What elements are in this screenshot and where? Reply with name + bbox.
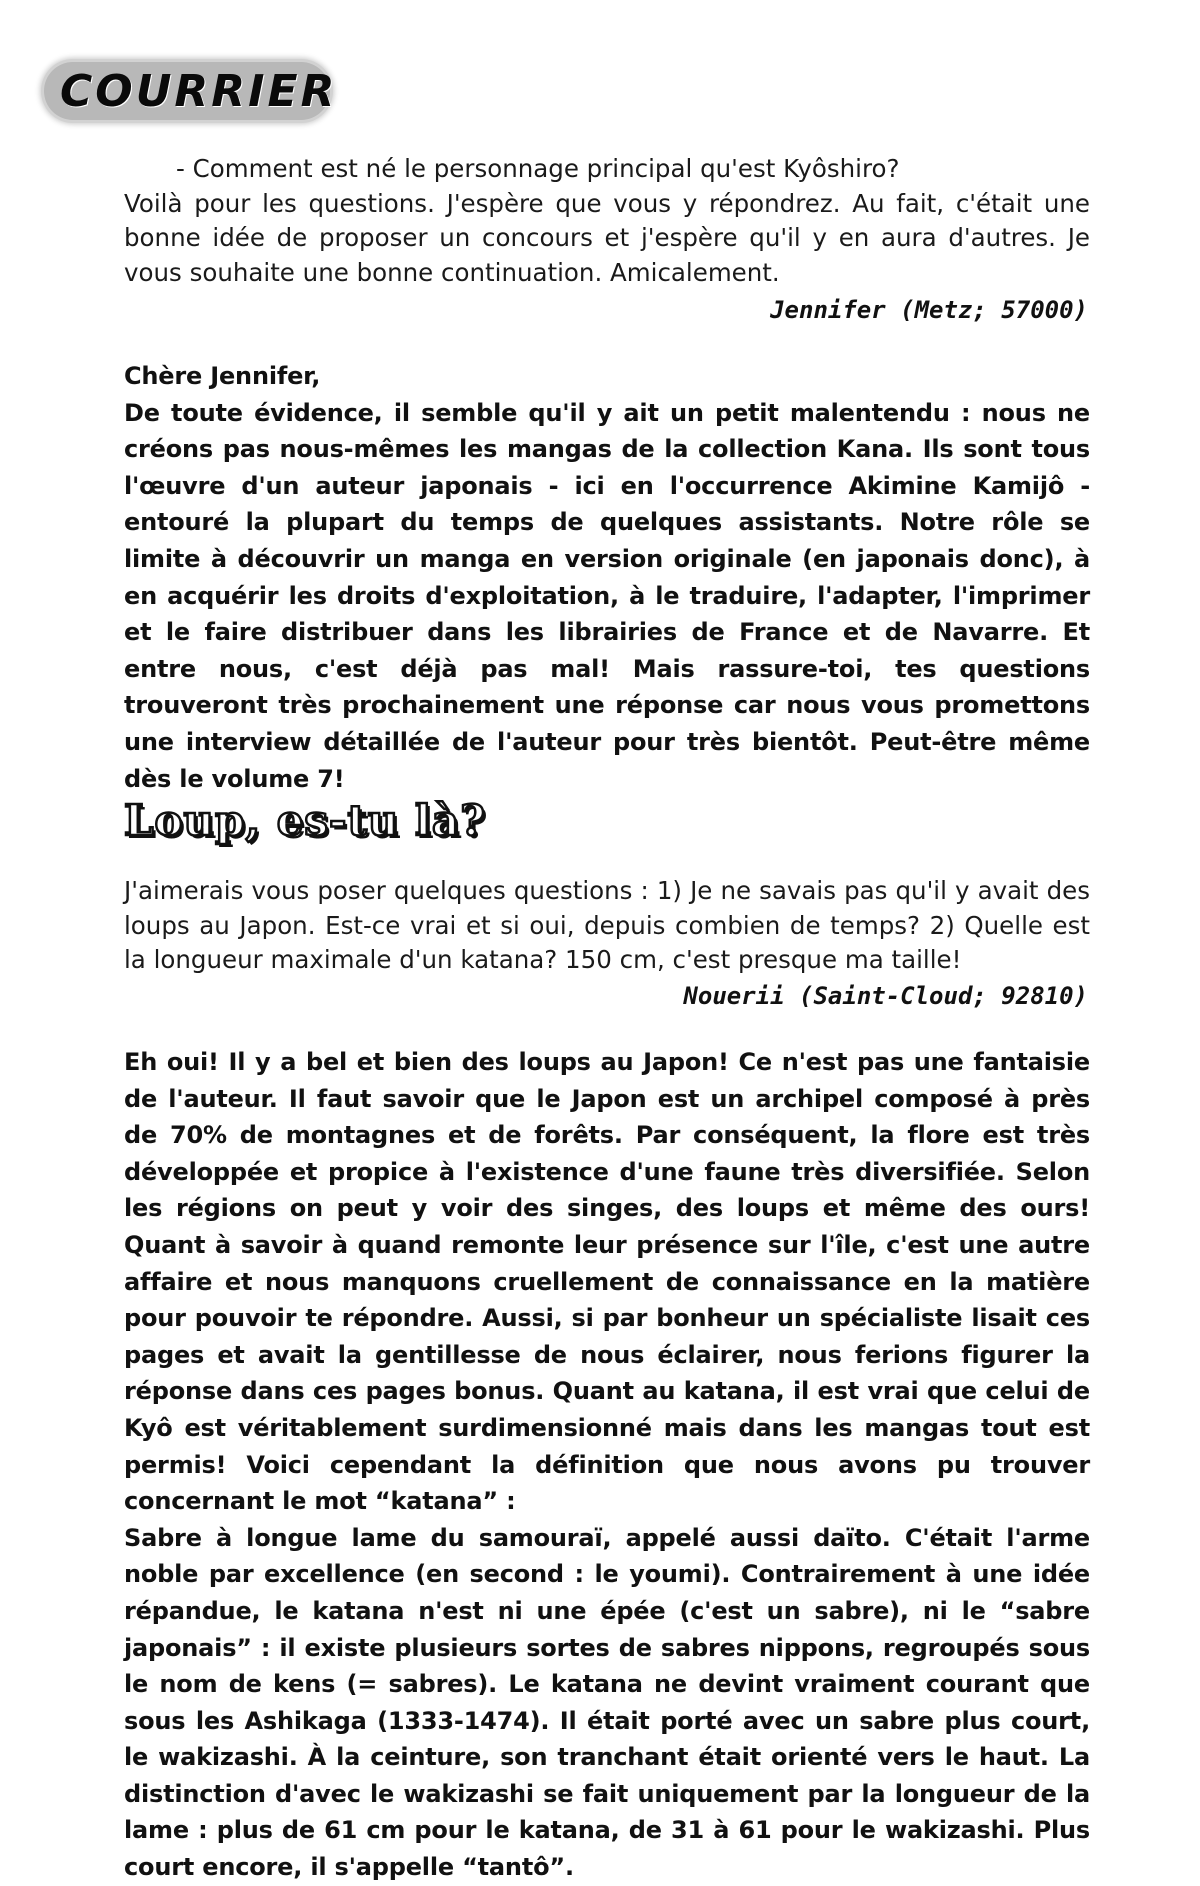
- letter-2: [124, 874, 1090, 978]
- reply-1: [124, 358, 1090, 797]
- letter-1-signature: Jennifer (Metz; 57000): [770, 296, 1088, 324]
- reply-2-definition: Sabre à longue lame du samouraï, appelé aussi daïto. C'était l'arme noble par excellence (en second : le youmi). Contrairement à une idée répandue, le katana n'est ni une épée (c'est un sabre), ni le “sabre japonais” : il existe plusieurs sortes de sabres nippons, regroupés sous le nom de kens (= sabres). Le katana ne devint vraiment courant que sous les Ashikaga (1333-1474). Il était porté avec un sabre plus court, le wakizashi. À la ceinture, son tranchant était orienté vers le haut. La distinction d'avec le wakizashi se fait uniquement par la longueur de la lame : plus de 61 cm pour le katana, de 31 à 61 pour le wakizashi. Plus court encore, il s'appelle “tantô”.: [124, 1523, 1090, 1882]
- letter-2-body: J'aimerais vous poser quelques questions : 1) Je ne savais pas qu'il y avait des loups au Japon. Est-ce vrai et si oui, depuis combien de temps? 2) Quelle est la longueur maximale d'un katana? 150 cm, c'est presque ma taille!: [124, 876, 1090, 974]
- letter-2-signature: Nouerii (Saint-Cloud; 92810): [683, 982, 1088, 1010]
- section-title: Loup, es-tu là?: [124, 796, 486, 845]
- reply-2: [124, 1044, 1090, 1886]
- reply-1-salutation: Chère Jennifer,: [124, 362, 321, 390]
- letter-1-intro: - Comment est né le personnage principal qu'est Kyôshiro?: [176, 154, 900, 183]
- letter-1: [124, 152, 1090, 290]
- letter-1-body: Voilà pour les questions. J'espère que vous y répondrez. Au fait, c'était une bonne idée de proposer un concours et j'espère qu'il y en aura d'autres. Je vous souhaite une bonne continuation. Amicalement.: [124, 188, 1090, 287]
- reply-1-body: De toute évidence, il semble qu'il y ait un petit malentendu : nous ne créons pas nous-mêmes les mangas de la collection Kana. Ils sont tous l'œuvre d'un auteur japonais - ici en l'occurrence Akimine Kamijô - entouré la plupart du temps de quelques assistants. Notre rôle se limite à découvrir un manga en version originale (en japonais donc), à en acquérir les droits d'exploitation, à le traduire, l'adapter, l'imprimer et le faire distribuer dans les librairies de France et de Navarre. Et entre nous, c'est déjà pas mal! Mais rassure-toi, tes questions trouveront très prochainement une réponse car nous vous promettons une interview détaillée de l'auteur pour très bientôt. Peut-être même dès le volume 7!: [124, 398, 1090, 793]
- reply-2-body: Eh oui! Il y a bel et bien des loups au Japon! Ce n'est pas une fantaisie de l'auteur. Il faut savoir que le Japon est un archipel composé à près de 70% de montagnes et de forêts. Par conséquent, la flore est très développée et propice à l'existence d'une faune très diversifiée. Selon les régions on peut y voir des singes, des loups et même des ours! Quant à savoir à quand remonte leur présence sur l'île, c'est une autre affaire et nous manquons cruellement de connaissance en la matière pour pouvoir te répondre. Aussi, si par bonheur un spécialiste lisait ces pages et avait la gentillesse de nous éclairer, nous ferions figurer la réponse dans ces pages bonus. Quant au katana, il est vrai que celui de Kyô est véritablement surdimensionné mais dans les mangas tout est permis! Voici cependant la définition que nous avons pu trouver concernant le mot “katana” :: [124, 1048, 1090, 1516]
- header-title: COURRIER: [60, 66, 338, 117]
